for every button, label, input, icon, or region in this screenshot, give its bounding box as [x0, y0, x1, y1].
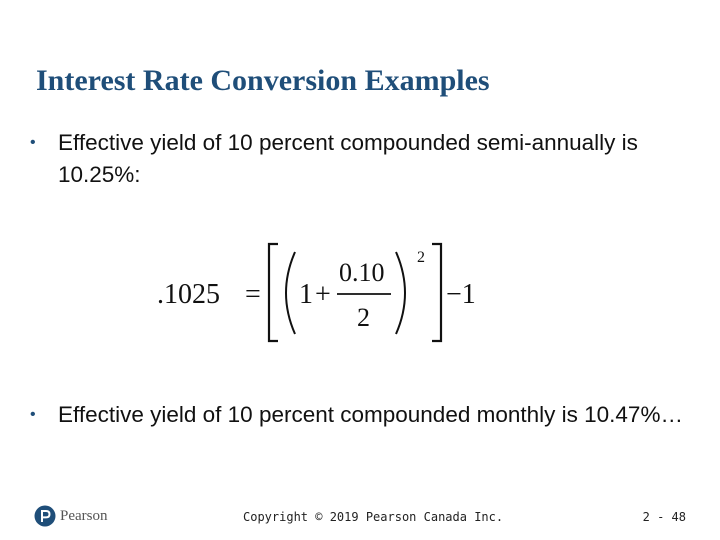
formula-lhs: .1025: [157, 279, 220, 310]
left-parenthesis: [286, 252, 295, 334]
formula: [155, 236, 495, 356]
slide-title: Interest Rate Conversion Examples: [36, 64, 490, 97]
copyright-text: Copyright © 2019 Pearson Canada Inc.: [243, 510, 504, 524]
formula-numerator: 0.10: [339, 258, 385, 287]
right-square-bracket: [432, 244, 441, 341]
bullet-dot-icon: •: [30, 134, 36, 151]
bullet-text: Effective yield of 10 percent compounded semi-annually is 10.25%:: [58, 130, 638, 187]
pearson-logo: [34, 505, 108, 527]
bullet-dot-icon: •: [30, 406, 36, 423]
bullet-text: Effective yield of 10 percent compounded monthly is 10.47%…: [58, 402, 683, 427]
formula-exponent: 2: [417, 249, 425, 266]
formula-minus-one: −1: [446, 279, 476, 310]
right-parenthesis: [396, 252, 405, 334]
formula-plus: +: [315, 279, 331, 310]
pearson-logo-icon: [34, 505, 56, 527]
bullet-item: [30, 399, 690, 431]
left-square-bracket: [269, 244, 278, 341]
slide-number: 2 - 48: [642, 510, 686, 524]
formula-equals: =: [245, 279, 261, 310]
pearson-logo-text: Pearson: [60, 507, 108, 524]
formula-one: 1: [299, 279, 313, 310]
formula-svg: [155, 236, 495, 351]
formula-denominator: 2: [357, 303, 370, 332]
bullet-item: [30, 127, 690, 191]
